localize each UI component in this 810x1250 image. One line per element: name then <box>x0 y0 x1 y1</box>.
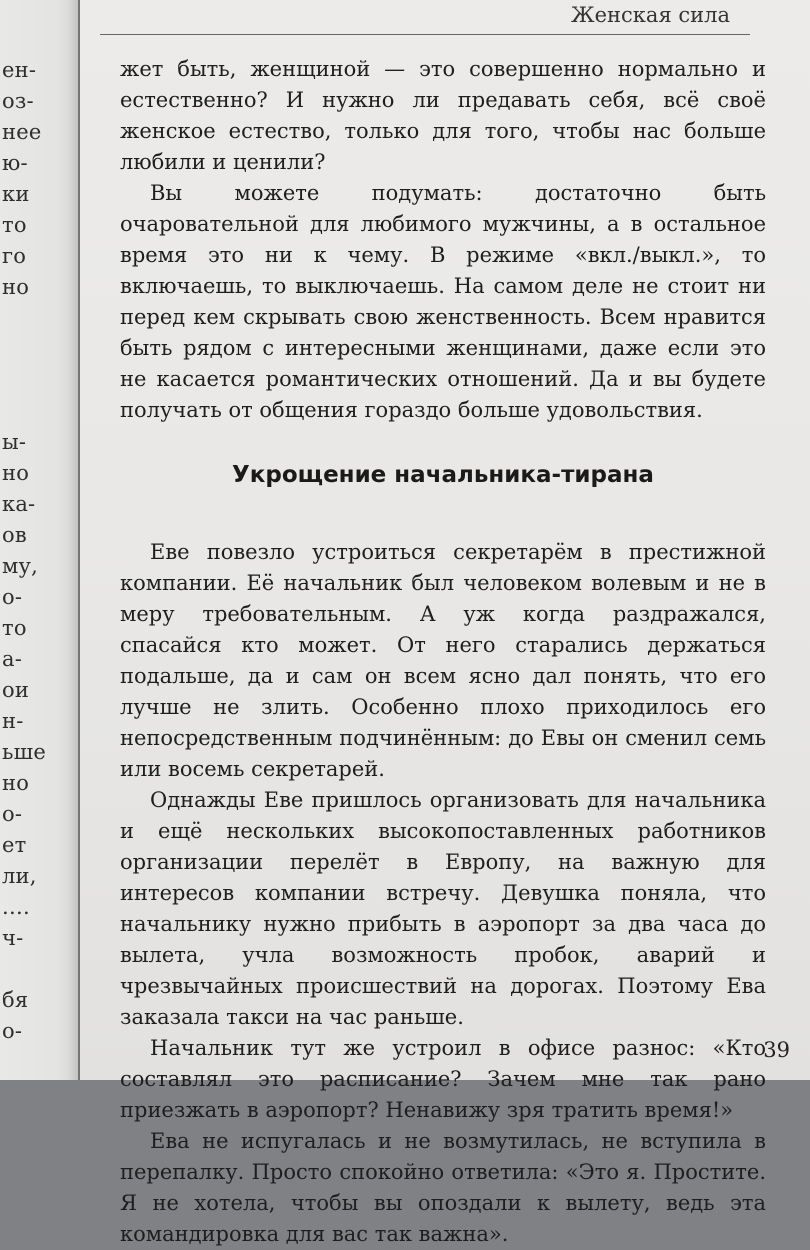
running-head: Женская сила <box>571 3 730 27</box>
left-page-text-fragment: го <box>2 244 27 268</box>
left-page-text-fragment: ки <box>2 182 30 206</box>
left-page-text-fragment: оз- <box>2 89 34 113</box>
paragraph: Еве повезло устроиться секретарём в престижной компании. Её начальник был человеком волевым и не в меру требовательным. А уж когда раздражался, спасайся кто может. От него старались держаться подальше, да и сам он всем ясно дал понять, что его лучше не злить. Особенно плохо приходилось его непосредственным подчинённым: до Евы он сменил семь или восемь секретарей. <box>120 540 766 781</box>
section-heading: Укрощение начальника-тирана <box>232 462 654 488</box>
left-page-text-fragment: то <box>2 616 27 640</box>
left-page-text-fragment: то <box>2 213 27 237</box>
left-page-text-fragment: ли, <box>2 864 37 888</box>
left-page-text-fragment: но <box>2 771 30 795</box>
paragraph: жет быть, женщиной — это совершенно нормально и естественно? И нужно ли предавать себя, всё своё женское естество, только для того, чтобы нас больше любили и ценили? <box>120 57 766 174</box>
left-page-text-fragment: н- <box>2 709 24 733</box>
left-page-text-fragment: ов <box>2 523 27 547</box>
left-page-text-fragment: ка- <box>2 492 36 516</box>
page-body <box>120 54 766 1250</box>
left-page-text-fragment: но <box>2 461 30 485</box>
left-page-edge <box>0 0 78 1080</box>
left-page-text-fragment: ои <box>2 678 30 702</box>
paragraph: Ева не испугалась и не возмутилась, не вступила в перепалку. Просто спокойно ответила: «Это я. Простите. Я не хотела, чтобы вы опоздали к вылету, ведь эта командировка для вас так важна». <box>120 1129 766 1246</box>
left-page-text-fragment: .… <box>2 895 31 919</box>
left-page-text-fragment: о- <box>2 585 23 609</box>
left-page-text-fragment: бя <box>2 988 29 1012</box>
left-page-text-fragment: а- <box>2 647 23 671</box>
left-page-text-fragment: нее <box>2 120 42 144</box>
page-number: 39 <box>763 1038 790 1062</box>
book-page <box>80 0 810 1246</box>
left-page-text-fragment: о- <box>2 802 23 826</box>
left-page-text-fragment: ы- <box>2 430 27 454</box>
paragraph: Начальник тут же устроил в офисе разнос: «Кто составлял это расписание? Зачем мне так рано приезжать в аэропорт? Ненавижу зря тратить время!» <box>120 1036 766 1122</box>
left-page-text-fragment: но <box>2 275 30 299</box>
left-page-text-fragment: му, <box>2 554 38 578</box>
left-page-text-fragment: ен- <box>2 58 37 82</box>
left-page-text-fragment: ьше <box>2 740 46 764</box>
left-page-text-fragment: ч- <box>2 926 24 950</box>
left-page-text-fragment: ет <box>2 833 27 857</box>
header-rule <box>100 34 750 35</box>
paragraph: Однажды Еве пришлось организовать для начальника и ещё нескольких высокопоставленных работников организации перелёт в Европу, на важную для интересов компании встречу. Девушка поняла, что начальнику нужно прибыть в аэропорт за два часа до вылета, учла возможность пробок, аварий и чрезвычайных происшествий на дорогах. Поэтому Ева заказала такси на час раньше. <box>120 788 766 1029</box>
paragraph: Вы можете подумать: достаточно быть очаровательной для любимого мужчины, а в остальное время это ни к чему. В режиме «вкл./выкл.», то включаешь, то выключаешь. На самом деле не стоит ни перед кем скрывать свою женственность. Всем нравится быть рядом с интересными женщинами, даже если это не касается романтических отношений. Да и вы будете получать от общения гораздо больше удовольствия. <box>120 181 766 422</box>
left-page-text-fragment: ю- <box>2 151 28 175</box>
left-page-text-fragment: о- <box>2 1019 23 1043</box>
